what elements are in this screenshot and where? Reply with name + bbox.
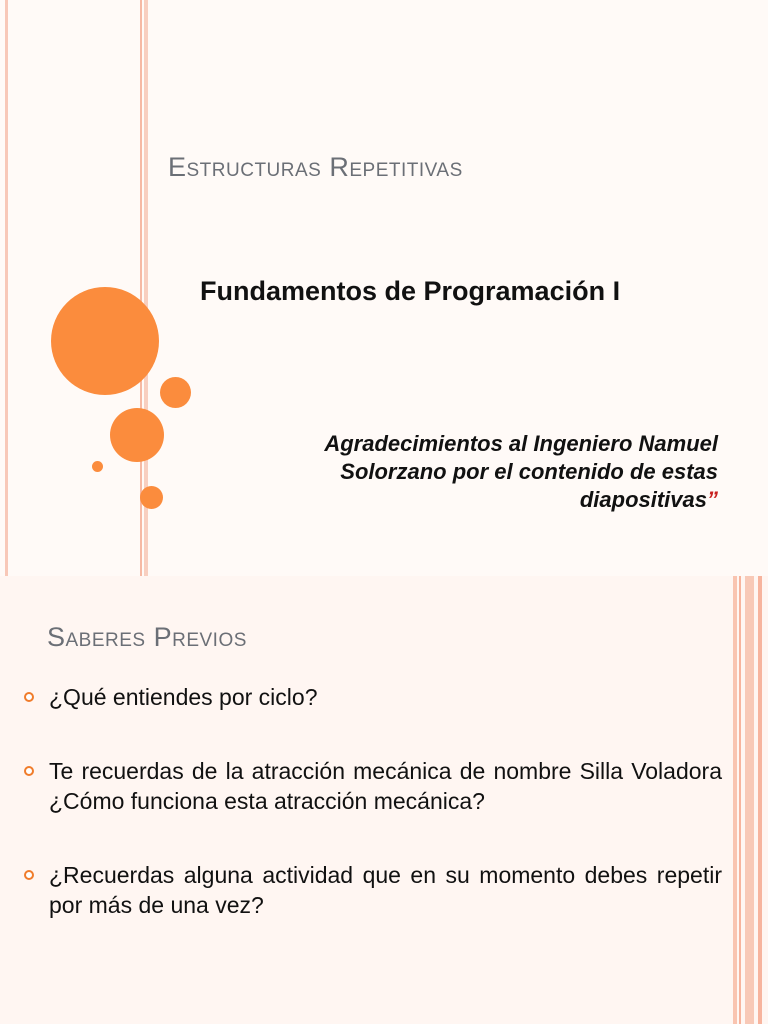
acknowledgement-body: Agradecimientos al Ingeniero Namuel Solorzano por el contenido de estas diapositivas [324, 431, 718, 512]
list-item [22, 682, 722, 712]
list-item [22, 756, 722, 816]
decorative-stripe [739, 576, 741, 1024]
list-item [22, 860, 722, 920]
closing-quote-mark: ” [707, 487, 718, 512]
slide-2 [0, 576, 768, 1024]
bullet-circle-icon [24, 870, 34, 880]
decorative-circle-tiny [92, 461, 103, 472]
bullet-list [22, 682, 722, 920]
acknowledgement-text [238, 430, 718, 514]
bullet-circle-icon [24, 692, 34, 702]
decorative-stripe [758, 576, 762, 1024]
decorative-stripe [5, 0, 8, 576]
decorative-circle-medium [110, 408, 164, 462]
slide-title: Estructuras Repetitivas [168, 152, 463, 182]
decorative-circle-large [51, 287, 159, 395]
slide-title: Saberes Previos [47, 622, 247, 652]
decorative-circle-small [160, 377, 191, 408]
bullet-text: ¿Recuerdas alguna actividad que en su momento debes repetir por más de una vez? [49, 862, 722, 918]
decorative-stripe [745, 576, 754, 1024]
decorative-circle-small [140, 486, 163, 509]
bullet-text: Te recuerdas de la atracción mecánica de nombre Silla Voladora ¿Cómo funciona esta atracción mecánica? [49, 758, 722, 814]
decorative-stripe [733, 576, 737, 1024]
slide-subtitle: Fundamentos de Programación I [200, 276, 621, 306]
bullet-text: ¿Qué entiendes por ciclo? [49, 684, 318, 710]
bullet-circle-icon [24, 766, 34, 776]
